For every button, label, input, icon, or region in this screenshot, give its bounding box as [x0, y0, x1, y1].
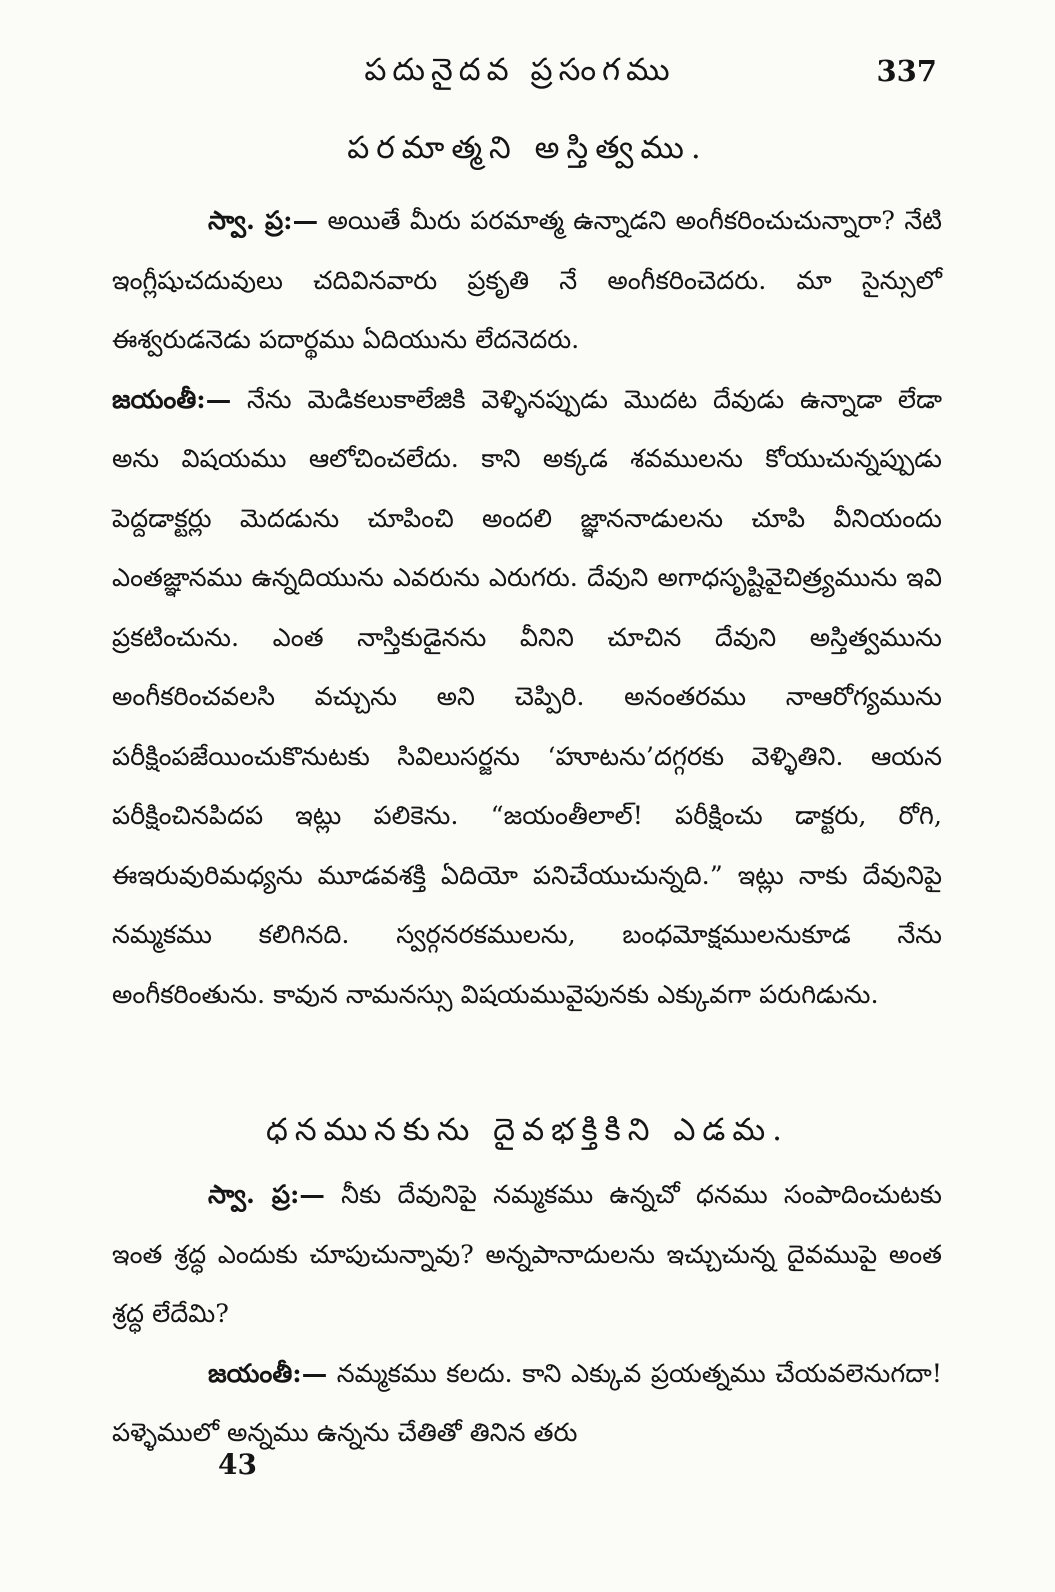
speaker-label: స్వా. ప్ర:—: [208, 1180, 325, 1210]
printer-signature: 43: [218, 1448, 257, 1481]
section-body-wealth: [112, 1166, 942, 1464]
speaker-label: జయంతీ:—: [112, 384, 232, 415]
section-heading-wealth: ధనమునకును దైవభక్తికిని ఎడమ.: [266, 1112, 789, 1148]
paragraph: [112, 1345, 942, 1464]
paragraph-text: అయితే మీరు పరమాత్మ ఉన్నాడని అంగీకరించుచున్నారా? నేటి ఇంగ్లీషుచదువులు చదివినవారు ప్రకృతి నే అంగీకరించెదరు. మా సైన్సులో ఈశ్వరుడనెడు పదార్థము ఏదియును లేదనెదరు.: [112, 206, 942, 355]
page-number: 337: [876, 54, 937, 88]
paragraph: [112, 371, 942, 1026]
section-heading-existence: పరమాత్మని అస్తిత్వము.: [347, 130, 708, 166]
paragraph-text: నీకు దేవునిపై నమ్మకము ఉన్నచో ధనము సంపాదించుటకు ఇంత శ్రద్ధ ఎందుకు చూపుచున్నావు? అన్నపానాదులను ఇచ్చుచున్న దైవముపై అంత శ్రద్ధ లేదేమి?: [112, 1180, 942, 1329]
paragraph: [112, 192, 942, 371]
paragraph: [112, 1166, 942, 1345]
speaker-label: స్వా. ప్ర:—: [208, 206, 319, 236]
paragraph-text: నమ్మకము కలదు. కాని ఎక్కువ ప్రయత్నము చేయవలెనుగదా! పళ్ళెములో అన్నము ఉన్నను చేతితో తినిన తరు: [112, 1358, 942, 1448]
paragraph-text: నేను మెడికలుకాలేజికి వెళ్ళినప్పుడు మొదట దేవుడు ఉన్నాడా లేడా అను విషయము ఆలోచించలేదు. కాని అక్కడ శవములను కోయుచున్నప్పుడు పెద్దడాక్టర్లు మెదడును చూపించి అందలి జ్ఞాననాడులను చూపి వీనియందు ఎంతజ్ఞానము ఉన్నదియును ఎవరును ఎరుగరు. దేవుని అగాధసృష్టివైచిత్ర్యమును ఇవి ప్రకటించును. ఎంత నాస్తికుడైనను వీనిని చూచిన దేవుని అస్తిత్వమును అంగీకరించవలసి వచ్చును అని చెప్పిరి. అనంతరము నాఆరోగ్యమును పరీక్షింపజేయించుకొనుటకు సివిలుసర్జను ‘హూటను’దగ్గరకు వెళ్ళితిని. ఆయన పరీక్షించినపిదప ఇట్లు పలికెను. “జయంతీలాల్! పరీక్షించు డాక్టరు, రోగి, ఈఇరువురిమధ్యను మూడవశక్తి ఏదియో పనిచేయుచున్నది.” ఇట్లు నాకు దేవునిపై నమ్మకము కలిగినది. స్వర్గనరకములను, బంధమోక్షములనుకూడ నేను అంగీకరింతును. కావున నామనస్సు విషయమువైపునకు ఎక్కువగా పరుగిడును.: [112, 384, 942, 1010]
running-title: పదునైదవ ప్రసంగము: [364, 52, 676, 88]
speaker-label: జయంతీ:—: [208, 1358, 328, 1389]
section-body-existence: [112, 192, 942, 1025]
